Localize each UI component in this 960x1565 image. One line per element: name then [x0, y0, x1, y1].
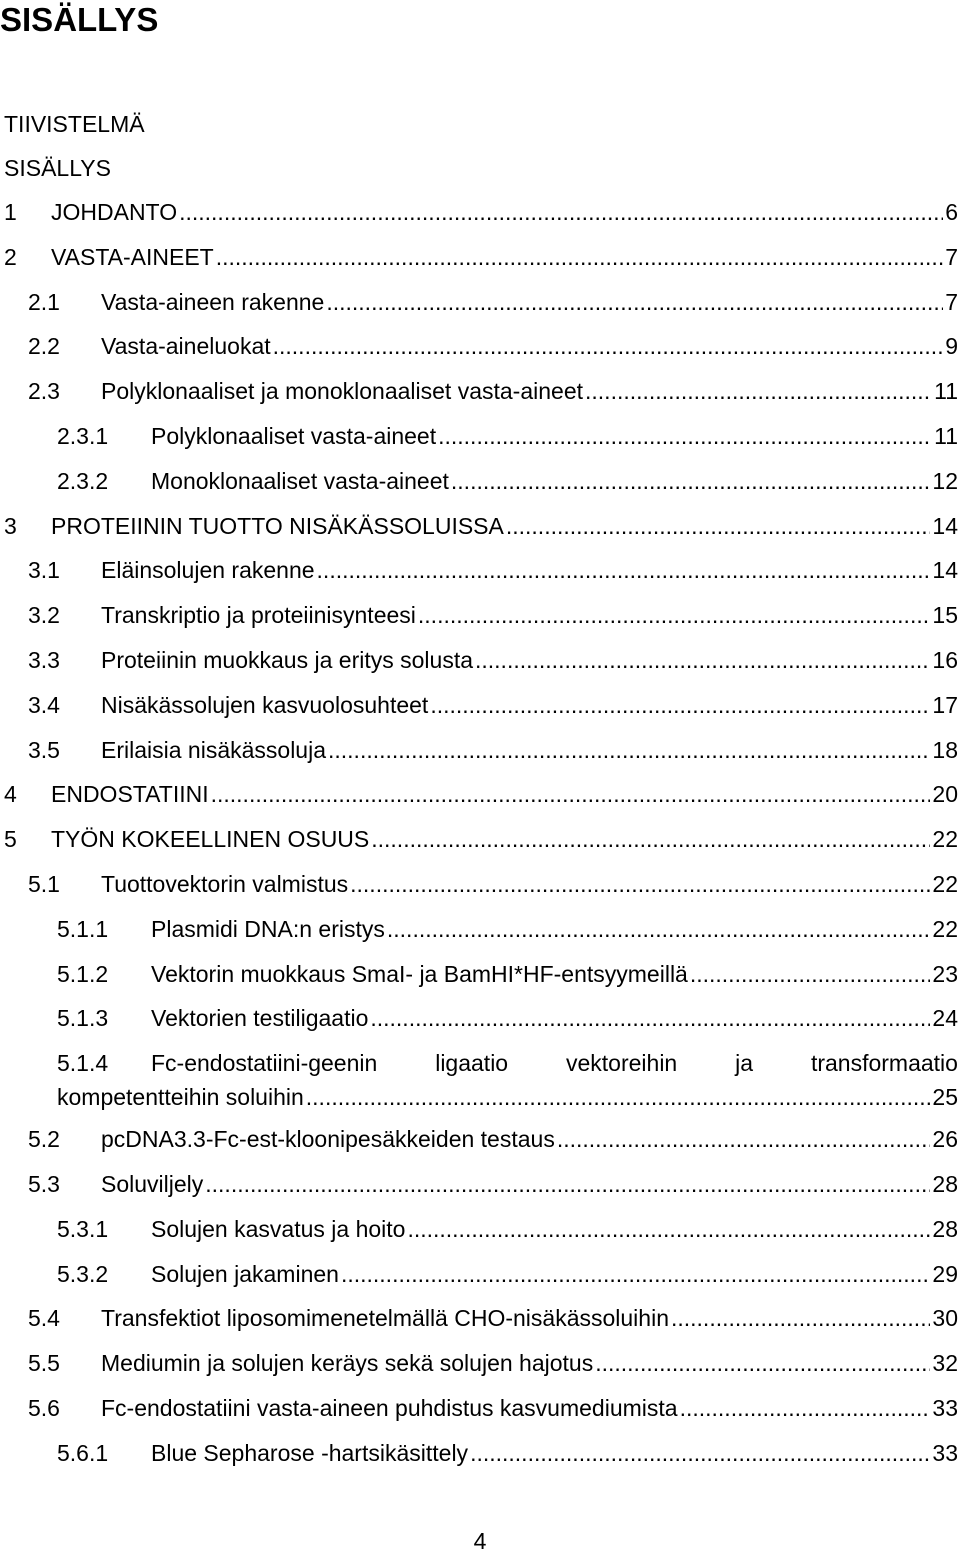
toc-entry-number: 5.1.1: [57, 916, 109, 942]
dot-leader: [371, 824, 930, 854]
toc-entry-number: 5.3.1: [57, 1216, 109, 1242]
toc-entry[interactable]: [0, 735, 958, 765]
toc-entry-number: 2: [4, 244, 17, 270]
dot-leader: [585, 376, 932, 406]
dot-leader: [370, 1003, 930, 1033]
toc-entry-title: Polyklonaaliset vasta-aineet: [151, 423, 437, 449]
toc-entry-page: 14: [932, 557, 958, 583]
toc-entry-number: 2.3: [28, 378, 60, 404]
toc-entry-number: 5.1.3: [57, 1005, 109, 1031]
toc-entry[interactable]: [0, 511, 958, 541]
toc-entry-page: 11: [934, 423, 958, 449]
toc-entry-title: Transkriptio ja proteiinisynteesi: [101, 602, 416, 628]
toc-entry-title: Eläinsolujen rakenne: [101, 557, 315, 583]
dot-leader: [317, 555, 931, 585]
toc-entry-page: 33: [932, 1395, 958, 1421]
page-title: SISÄLLYS: [0, 1, 159, 38]
dot-leader: [273, 331, 944, 361]
toc-entry-title: VASTA-AINEET: [51, 244, 214, 270]
toc-entry-page: 24: [932, 1005, 958, 1031]
toc-entry-number: 3.2: [28, 602, 60, 628]
toc-entry-page: 22: [932, 871, 958, 897]
toc-entry[interactable]: [0, 1348, 958, 1378]
page-number: 4: [473, 1528, 487, 1554]
dot-leader: [326, 287, 943, 317]
dot-leader: [438, 421, 932, 451]
toc-entry[interactable]: [0, 690, 958, 720]
toc-entry-title: Soluviljely: [101, 1171, 204, 1197]
toc-entry-page: 25: [932, 1084, 958, 1110]
front-matter-contents[interactable]: SISÄLLYS: [4, 155, 111, 181]
toc-entry-number: 5: [4, 826, 17, 852]
toc-entry[interactable]: [0, 779, 958, 809]
toc-entry-number: 2.3.1: [57, 423, 109, 449]
toc-entry[interactable]: [0, 242, 958, 272]
toc-entry[interactable]: [0, 914, 958, 944]
toc-entry-page: 22: [932, 916, 958, 942]
toc-entry-number: 3: [4, 513, 17, 539]
dot-leader: [470, 1438, 930, 1468]
dot-leader: [506, 511, 931, 541]
toc-entry[interactable]: [0, 959, 958, 989]
front-matter-abstract[interactable]: TIIVISTELMÄ: [4, 111, 145, 137]
toc-entry[interactable]: [0, 331, 958, 361]
dot-leader: [205, 1169, 930, 1199]
dot-leader: [350, 869, 930, 899]
toc-entry[interactable]: [0, 421, 958, 451]
toc-entry-title-word: vektoreihin: [566, 1050, 678, 1076]
toc-entry-title: Monoklonaaliset vasta-aineet: [151, 468, 449, 494]
dot-leader: [341, 1259, 930, 1289]
toc-entry-number: 5.1.4: [57, 1050, 109, 1076]
dot-leader: [418, 600, 931, 630]
toc-entry-title: Nisäkässolujen kasvuolosuhteet: [101, 692, 429, 718]
toc-entry[interactable]: [0, 1303, 958, 1333]
toc-entry-page: 15: [932, 602, 958, 628]
dot-leader: [387, 914, 931, 944]
toc-entry-title-word: ligaatio: [435, 1050, 509, 1076]
toc-entry[interactable]: [0, 600, 958, 630]
toc-entry[interactable]: [0, 197, 958, 227]
toc-entry-number: 5.6: [28, 1395, 60, 1421]
toc-entry-title: Fc-endostatiini vasta-aineen puhdistus kasvumediumista: [101, 1395, 678, 1421]
toc-entry-number: 5.3: [28, 1171, 60, 1197]
toc-entry-title: JOHDANTO: [51, 199, 178, 225]
toc-entry-title: Solujen kasvatus ja hoito: [151, 1216, 406, 1242]
toc-entry-title: ENDOSTATIINI: [51, 781, 209, 807]
toc-entry-page: 9: [945, 333, 958, 359]
dot-leader: [690, 959, 931, 989]
toc-entry-title: Vektorien testiligaatio: [151, 1005, 369, 1031]
toc-entry-title: Tuottovektorin valmistus: [101, 871, 349, 897]
dot-leader: [306, 1082, 931, 1112]
dot-leader: [407, 1214, 930, 1244]
toc-entry[interactable]: [0, 1003, 958, 1033]
toc-entry-title: pcDNA3.3-Fc-est-kloonipesäkkeiden testaus: [101, 1126, 555, 1152]
toc-entry-page: 26: [932, 1126, 958, 1152]
toc-entry-number: 5.3.2: [57, 1261, 109, 1287]
toc-entry-page: 29: [932, 1261, 958, 1287]
toc-entry-page: 14: [932, 513, 958, 539]
toc-entry[interactable]: [0, 1393, 958, 1423]
toc-entry-title: Solujen jakaminen: [151, 1261, 339, 1287]
toc-entry[interactable]: [0, 1214, 958, 1244]
toc-entry[interactable]: [0, 555, 958, 585]
toc-entry[interactable]: [0, 1438, 958, 1468]
toc-entry-number: 2.1: [28, 289, 60, 315]
toc-entry[interactable]: [0, 1124, 958, 1154]
dot-leader: [475, 645, 930, 675]
toc-entry-number: 5.2: [28, 1126, 60, 1152]
toc-entry-title: Blue Sepharose -hartsikäsittely: [151, 1440, 469, 1466]
dot-leader: [211, 779, 931, 809]
toc-entry-page: 12: [932, 468, 958, 494]
toc-entry-title: Vasta-aineluokat: [101, 333, 271, 359]
toc-entry-page: 20: [932, 781, 958, 807]
toc-entry-title: Transfektiot liposomimenetelmällä CHO-nisäkässoluihin: [101, 1305, 669, 1331]
dot-leader: [179, 197, 943, 227]
toc-entry-number: 5.6.1: [57, 1440, 109, 1466]
toc-entry-title: Vektorin muokkaus SmaI- ja BamHI*HF-entsyymeillä: [151, 961, 688, 987]
toc-entry-page: 32: [932, 1350, 958, 1376]
toc-entry-title-continued: kompetentteihin soluihin: [57, 1084, 304, 1110]
toc-entry[interactable]: [0, 466, 958, 496]
toc-entry-title: Plasmidi DNA:n eristys: [151, 916, 385, 942]
toc-entry-page: 18: [932, 737, 958, 763]
dot-leader: [671, 1303, 930, 1333]
toc-entry-page: 16: [932, 647, 958, 673]
toc-entry[interactable]: [0, 1048, 958, 1114]
toc-entry[interactable]: [0, 287, 958, 317]
dot-leader: [328, 735, 930, 765]
dot-leader: [430, 690, 930, 720]
toc-entry-title: Mediumin ja solujen keräys sekä solujen hajotus: [101, 1350, 594, 1376]
toc-entry-number: 5.4: [28, 1305, 60, 1331]
toc-entry-number: 5.5: [28, 1350, 60, 1376]
toc-entry-number: 5.1.2: [57, 961, 109, 987]
toc-entry-title: PROTEIININ TUOTTO NISÄKÄSSOLUISSA: [51, 513, 504, 539]
toc-entry-title: Vasta-aineen rakenne: [101, 289, 325, 315]
toc-entry[interactable]: [0, 824, 958, 854]
toc-entry-page: 28: [932, 1216, 958, 1242]
toc-entry-page: 22: [932, 826, 958, 852]
toc-entry-number: 4: [4, 781, 17, 807]
toc-entry-page: 23: [932, 961, 958, 987]
toc-entry-page: 6: [945, 199, 958, 225]
toc-entry-number: 2.3.2: [57, 468, 109, 494]
toc-entry-page: 7: [945, 289, 958, 315]
toc-entry-number: 3.1: [28, 557, 60, 583]
toc-entry[interactable]: [0, 1259, 958, 1289]
dot-leader: [557, 1124, 931, 1154]
dot-leader: [680, 1393, 931, 1423]
toc-entry-title: Proteiinin muokkaus ja eritys solusta: [101, 647, 473, 673]
toc-entry-page: 17: [932, 692, 958, 718]
toc-entry-number: 3.5: [28, 737, 60, 763]
dot-leader: [216, 242, 943, 272]
toc-entry-page: 30: [932, 1305, 958, 1331]
toc-entry-title: [151, 1048, 958, 1078]
toc-entry-number: 3.3: [28, 647, 60, 673]
toc-entry-page: 33: [932, 1440, 958, 1466]
toc-entry-number: 5.1: [28, 871, 60, 897]
toc-entry-number: 2.2: [28, 333, 60, 359]
dot-leader: [451, 466, 931, 496]
toc-entry-page: 11: [934, 378, 958, 404]
toc-entry-title: Polyklonaaliset ja monoklonaaliset vasta-aineet: [101, 378, 584, 404]
toc-entry-number: 3.4: [28, 692, 60, 718]
toc-entry-page: 28: [932, 1171, 958, 1197]
toc-entry-title: TYÖN KOKEELLINEN OSUUS: [51, 826, 370, 852]
toc-entry-title-word: Fc-endostatiini-geenin: [151, 1050, 378, 1076]
toc-entry-title-word: transformaatio: [810, 1050, 958, 1076]
toc-entry[interactable]: [0, 376, 958, 406]
toc-entry-title-word: ja: [735, 1050, 754, 1076]
toc-entry-title: Erilaisia nisäkässoluja: [101, 737, 326, 763]
toc-entry-page: 7: [945, 244, 958, 270]
toc-entry[interactable]: [0, 1169, 958, 1199]
dot-leader: [595, 1348, 930, 1378]
toc-entry[interactable]: [0, 645, 958, 675]
toc-entry-number: 1: [4, 199, 17, 225]
toc-entry[interactable]: [0, 869, 958, 899]
